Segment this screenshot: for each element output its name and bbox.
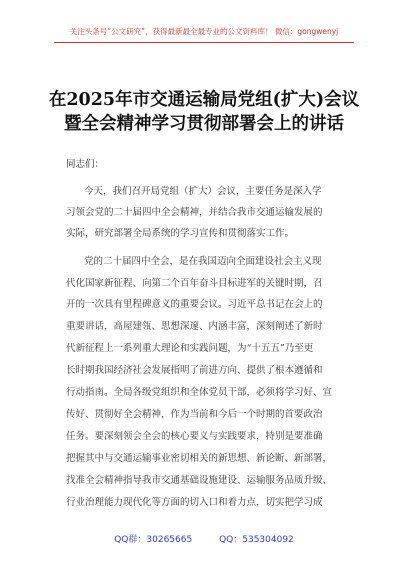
body-line: 代新征程上一系列重大理论和实践问题，为“十五五”乃至更: [66, 343, 314, 354]
body-line: 开的一次具有里程碑意义的重要会议。习近平总书记在会上的: [66, 299, 323, 310]
body-line: 把握其中与交通运输事业密切相关的新思想、新论断、新部署，: [66, 453, 333, 464]
body-line: 行业治理能力现代化等方面的切入口和着力点，切实把学习成: [66, 497, 323, 508]
footer-qq: QQ：535304092: [219, 535, 294, 545]
footer: [0, 532, 408, 545]
footer-qq-group: QQ群：30265665: [114, 535, 193, 545]
body-line: 重要讲话，高屋建瓴、思想深邃、内涵丰富，深刻阐述了新时: [66, 321, 323, 332]
body-line: 长时期我国经济社会发展指明了前进方向、提供了根本遵循和: [66, 365, 323, 376]
body-line: 习领会党的二十届四中全会精神，并结合我市交通运输发展的: [66, 207, 323, 218]
body-line: 行动指南。全局各级党组织和全体党员干部，必须将学习好、宣: [66, 387, 333, 398]
header-divider: [54, 42, 354, 43]
body-line: 实际，研究部署全局系统的学习宣传和贯彻落实工作。: [66, 228, 295, 239]
document-title-line-1: 在2025年市交通运输局党组(扩大)会议: [48, 90, 360, 110]
body-line: 找准全会精神指导我市交通基础设施建设、运输服务品质升级、: [66, 475, 333, 486]
body-line: 代化国家新征程、向第二个百年奋斗目标进军的关键时期，召: [66, 278, 323, 289]
body-line: 传好、贯彻好全会精神，作为当前和今后一个时期的首要政治: [66, 409, 323, 420]
body-line: 今天，我们召开局党组（扩大）会议，主要任务是深入学: [84, 186, 322, 197]
body-line: 党的二十届四中全会，是在我国迈向全面建设社会主义现: [84, 256, 322, 267]
salutation: 同志们：: [66, 159, 105, 170]
document-title-line-2: 暨全会精神学习贯彻部署会上的讲话: [64, 114, 344, 134]
header-note: 关注头条号“公文研究”，获得最新最全最专业的公文资料库！ 微信：gongwenyj: [69, 27, 339, 36]
body-line: 任务。要深刻领会全会的核心要义与实践要求，特别是要准确: [66, 431, 323, 442]
